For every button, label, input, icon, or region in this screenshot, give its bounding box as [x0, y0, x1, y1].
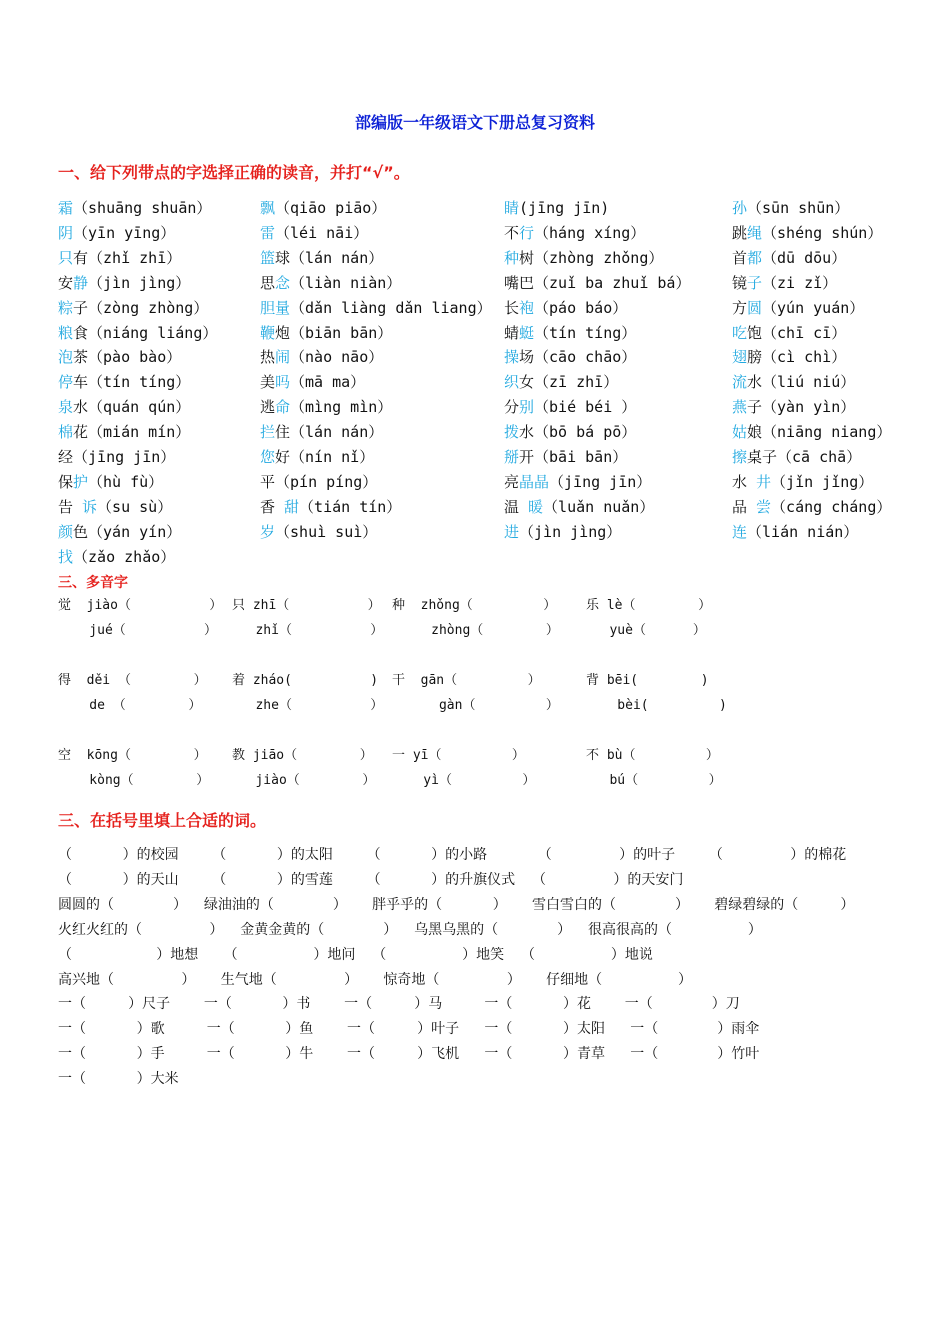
dotted-character: 绳 — [747, 223, 763, 242]
pinyin-item — [504, 347, 636, 367]
polyphone-entry: de （ ） — [58, 698, 202, 713]
pinyin-options: （zhǐ zhī） — [88, 248, 182, 267]
word-text: 车 — [73, 373, 89, 392]
page-title: 部编版一年级语文下册总复习资料 — [354, 113, 595, 132]
word-text: 蜻 — [504, 323, 520, 342]
pinyin-item — [58, 323, 217, 343]
pinyin-options: （tín tíng） — [88, 373, 191, 392]
pinyin-item — [504, 273, 690, 293]
dotted-character: 行 — [519, 223, 535, 242]
dotted-character: 雷 — [260, 223, 276, 242]
pinyin-options: （bié béi ） — [534, 398, 637, 417]
pinyin-item — [504, 472, 651, 492]
pinyin-options: （chī cī） — [762, 323, 847, 342]
polyphone-entry: bú（ ） — [586, 773, 722, 788]
dotted-character: 子 — [747, 273, 763, 292]
polyphone-entry: yì（ ） — [392, 773, 536, 788]
word-text: 告 — [58, 497, 83, 516]
dotted-character: 流 — [732, 373, 748, 392]
word-text: 饱 — [747, 323, 763, 342]
fill-blank-line: 高兴地（ ） 生气地（ ） 惊奇地（ ） 仔细地（ ） — [58, 971, 693, 988]
fill-blank-line: 一（ ）歌 一（ ）鱼 一（ ）叶子 一（ ）太阳 一（ ）雨伞 — [58, 1021, 760, 1038]
pinyin-options: （jìn jìng） — [519, 522, 622, 541]
fill-blank-line: （ ）的校园 （ ）的太阳 （ ）的小路 （ ）的叶子 （ ）的棉花 — [58, 847, 847, 863]
pinyin-options: （páo báo） — [534, 298, 628, 317]
word-text: 镜 — [732, 273, 748, 292]
pinyin-item — [260, 198, 386, 218]
pinyin-item — [58, 472, 163, 492]
pinyin-item — [732, 198, 849, 218]
pinyin-options: （sūn shūn） — [747, 199, 850, 217]
pinyin-item — [58, 447, 175, 467]
dotted-character: 命 — [275, 398, 291, 417]
pinyin-item — [58, 273, 190, 293]
polyphone-entry: jué（ ） — [58, 623, 218, 638]
dotted-character: 您 — [260, 448, 276, 466]
pinyin-item — [732, 323, 846, 343]
pinyin-item — [504, 397, 636, 417]
word-text: 炮 — [275, 323, 291, 342]
pinyin-item — [58, 397, 190, 417]
word-text: 子 — [747, 398, 763, 417]
pinyin-item — [732, 248, 846, 268]
polyphone-entry: kòng（ ） — [58, 773, 210, 788]
polyphone-entry: zhòng（ ） — [392, 623, 559, 638]
pinyin-item — [260, 422, 383, 442]
pinyin-options: （niáng liáng） — [88, 323, 218, 342]
fill-blank-line: （ ）地想 （ ）地问 （ ）地笑 （ ）地说 — [58, 946, 653, 963]
pinyin-item — [732, 347, 846, 367]
dotted-character: 诉 — [82, 497, 98, 516]
pinyin-item — [504, 522, 621, 542]
pinyin-options: （luǎn nuǎn） — [543, 497, 655, 516]
word-text: 逃 — [260, 398, 276, 417]
dotted-character: 拦 — [260, 423, 276, 442]
pinyin-options: （pào bào） — [88, 348, 182, 367]
pinyin-options: （zī zhī） — [534, 373, 619, 392]
pinyin-item — [260, 248, 383, 268]
polyphone-entry: 不 bù（ ） — [586, 748, 719, 763]
dotted-character: 连 — [732, 522, 748, 541]
dotted-character: 岁 — [260, 522, 276, 541]
pinyin-options: （yún yuán） — [762, 298, 865, 317]
polyphone-entry: 空 kōng（ ） — [58, 748, 207, 763]
pinyin-options: （dū dōu） — [762, 248, 847, 267]
section2-heading: 三、多音字 — [58, 575, 128, 591]
pinyin-options: （jìn jìng） — [88, 273, 191, 292]
pinyin-options: （cáng cháng） — [771, 497, 892, 516]
dotted-character: 吗 — [275, 373, 291, 392]
dotted-character: 只 — [58, 248, 74, 267]
word-text: 有 — [73, 248, 89, 267]
word-text: 亮 — [504, 472, 520, 491]
pinyin-item — [504, 447, 627, 467]
pinyin-options: （jǐn jǐng） — [771, 472, 874, 491]
pinyin-options: （yán yín） — [88, 522, 182, 541]
word-text: 色 — [73, 522, 89, 541]
pinyin-item — [732, 447, 861, 467]
pinyin-options: （háng xíng） — [534, 223, 646, 242]
polyphone-entry: 觉 jiào（ ） — [58, 598, 223, 613]
pinyin-item — [504, 323, 636, 343]
pinyin-options: （cā chā） — [777, 448, 862, 466]
pinyin-item — [260, 397, 392, 417]
pinyin-options: （quán qún） — [88, 398, 191, 417]
polyphone-entry: yuè（ ） — [586, 623, 706, 638]
word-text: 水 — [747, 373, 763, 392]
pinyin-item — [58, 372, 190, 392]
word-text: 子 — [73, 298, 89, 317]
pinyin-options: （niāng niang） — [762, 423, 892, 442]
pinyin-item — [732, 223, 882, 243]
pinyin-item — [260, 447, 374, 467]
dotted-character: 阴 — [58, 223, 74, 242]
pinyin-item — [732, 422, 891, 442]
pinyin-options: （lán nán） — [290, 423, 384, 442]
pinyin-item — [260, 347, 383, 367]
pinyin-options: （zuǐ ba zhuǐ bá） — [534, 273, 691, 292]
word-text: 经 — [58, 448, 74, 466]
word-text: 保 — [58, 472, 74, 491]
pinyin-options: （yàn yìn） — [762, 398, 856, 417]
pinyin-options: （zǎo zhǎo） — [73, 547, 176, 566]
word-text: 树 — [519, 248, 535, 267]
pinyin-options: （bāi bān） — [534, 448, 628, 466]
pinyin-options: （jīng jīn） — [73, 448, 176, 466]
word-text: 分 — [504, 398, 520, 417]
pinyin-item — [58, 522, 181, 542]
dotted-character: 井 — [756, 472, 772, 491]
pinyin-item — [260, 522, 377, 542]
pinyin-item — [58, 248, 181, 268]
fill-blank-line: （ ）的天山 （ ）的雪莲 （ ）的升旗仪式 （ ）的天安门 — [58, 871, 684, 888]
pinyin-options: （léi nāi） — [275, 223, 369, 242]
dotted-character: 念 — [275, 273, 291, 292]
polyphone-entry: zhe（ ） — [232, 698, 384, 713]
word-text: 跳 — [732, 223, 748, 242]
dotted-character: 擦 — [732, 448, 748, 466]
dotted-character: 霜 — [58, 199, 74, 217]
pinyin-options: （mìng mìn） — [290, 398, 393, 417]
dotted-character: 都 — [747, 248, 763, 267]
word-text: 茶 — [73, 348, 89, 367]
dotted-character: 鞭 — [260, 323, 276, 342]
dotted-character: 闹 — [275, 348, 291, 367]
dotted-character: 进 — [504, 522, 520, 541]
pinyin-options: （dǎn liàng dǎn liang） — [290, 298, 492, 317]
word-text: 花 — [73, 423, 89, 442]
word-text: 水 — [519, 423, 535, 442]
pinyin-item — [504, 248, 663, 268]
pinyin-item — [732, 273, 837, 293]
section1-heading: 一、给下列带点的字选择正确的读音，并打“√”。 — [58, 163, 410, 182]
pinyin-options: （qiāo piāo） — [275, 199, 387, 217]
word-text: 住 — [275, 423, 291, 442]
pinyin-options: （tín tíng） — [534, 323, 637, 342]
dotted-character: 粽 — [58, 298, 74, 317]
dotted-character: 找 — [58, 547, 74, 566]
fill-blank-line: 火红火红的（ ） 金黄金黄的（ ） 乌黑乌黑的（ ） 很高很高的（ ） — [58, 921, 762, 938]
pinyin-item — [504, 223, 645, 243]
polyphone-entry: 乐 lè（ ） — [586, 598, 712, 613]
pinyin-item — [732, 298, 864, 318]
word-text: 平 — [260, 472, 276, 491]
dotted-character: 飘 — [260, 199, 276, 217]
word-text: 方 — [732, 298, 748, 317]
pinyin-options: （lián nián） — [747, 522, 859, 541]
pinyin-options: （nào nāo） — [290, 348, 384, 367]
pinyin-options: （zi zǐ） — [762, 273, 838, 292]
dotted-character: 护 — [73, 472, 89, 491]
pinyin-item — [58, 223, 175, 243]
pinyin-options: （liú niú） — [762, 373, 856, 392]
polyphone-entry: gàn（ ） — [392, 698, 559, 713]
pinyin-item — [504, 422, 636, 442]
pinyin-options: （bō bá pō） — [534, 423, 637, 442]
pinyin-options: （zòng zhòng） — [88, 298, 209, 317]
pinyin-options: （shéng shún） — [762, 223, 883, 242]
pinyin-item — [732, 497, 891, 517]
dotted-character: 晶晶 — [519, 472, 550, 491]
pinyin-item — [504, 372, 618, 392]
pinyin-options: （yīn yīng） — [73, 223, 176, 242]
word-text: 长 — [504, 298, 520, 317]
dotted-character: 颜 — [58, 522, 74, 541]
pinyin-item — [260, 472, 377, 492]
pinyin-options: (jīng jīn) — [519, 199, 610, 217]
word-text: 水 — [732, 472, 757, 491]
pinyin-item — [504, 198, 609, 218]
polyphone-entry: 干 gān（ ） — [392, 673, 541, 688]
word-text: 食 — [73, 323, 89, 342]
pinyin-item — [732, 397, 855, 417]
dotted-character: 孙 — [732, 199, 748, 217]
pinyin-options: （su sù） — [97, 497, 173, 516]
dotted-character: 粮 — [58, 323, 74, 342]
word-text: 美 — [260, 373, 276, 392]
dotted-character: 停 — [58, 373, 74, 392]
dotted-character: 静 — [73, 273, 89, 292]
dotted-character: 泡 — [58, 348, 74, 367]
pinyin-item — [58, 198, 211, 218]
pinyin-item — [504, 497, 654, 517]
pinyin-options: （tián tín） — [299, 497, 402, 516]
dotted-character: 掰 — [504, 448, 520, 466]
word-text: 球 — [275, 248, 291, 267]
fill-blank-line: 一（ ）尺子 一（ ）书 一（ ）马 一（ ）花 一（ ）刀 — [58, 996, 740, 1013]
pinyin-options: （pín píng） — [275, 472, 378, 491]
dotted-character: 袍 — [519, 298, 535, 317]
pinyin-options: （shuì suì） — [275, 522, 378, 541]
dotted-character: 篮 — [260, 248, 276, 267]
pinyin-item — [58, 422, 190, 442]
pinyin-item — [732, 372, 855, 392]
pinyin-item — [732, 522, 858, 542]
dotted-character: 蜓 — [519, 323, 535, 342]
pinyin-item — [260, 298, 492, 318]
word-text: 不 — [504, 223, 520, 242]
pinyin-options: （mā ma） — [290, 373, 366, 392]
pinyin-options: （liàn niàn） — [290, 273, 402, 292]
word-text: 开 — [519, 448, 535, 466]
dotted-character: 泉 — [58, 398, 74, 417]
pinyin-options: （cì chì） — [762, 348, 847, 367]
dotted-character: 吃 — [732, 323, 748, 342]
word-text: 安 — [58, 273, 74, 292]
word-text: 嘴巴 — [504, 273, 535, 292]
word-text: 思 — [260, 273, 276, 292]
dotted-character: 拨 — [504, 423, 520, 442]
pinyin-item — [732, 472, 873, 492]
dotted-character: 暖 — [528, 497, 544, 516]
pinyin-item — [58, 298, 208, 318]
pinyin-options: （biān bān） — [290, 323, 393, 342]
polyphone-entry: 种 zhǒng（ ） — [392, 598, 557, 613]
word-text: 女 — [519, 373, 535, 392]
dotted-character: 胆量 — [260, 298, 291, 317]
fill-blank-line: 一（ ）大米 — [58, 1071, 179, 1088]
polyphone-entry: 教 jiāo（ ） — [232, 748, 373, 763]
dotted-character: 翅 — [732, 348, 748, 367]
pinyin-item — [260, 323, 392, 343]
fill-blank-line: 一（ ）手 一（ ）牛 一（ ）飞机 一（ ）青草 一（ ）竹叶 — [58, 1046, 760, 1063]
polyphone-entry: bèi( ) — [586, 698, 727, 713]
polyphone-entry: 一 yī（ ） — [392, 748, 525, 763]
word-text: 热 — [260, 348, 276, 367]
pinyin-options: （nín nǐ） — [290, 448, 375, 466]
pinyin-options: （shuāng shuān） — [73, 199, 212, 217]
pinyin-item — [504, 298, 627, 318]
pinyin-item — [260, 223, 368, 243]
word-text: 水 — [73, 398, 89, 417]
word-text: 膀 — [747, 348, 763, 367]
pinyin-item — [58, 497, 172, 517]
polyphone-entry: 着 zháo( ) — [232, 673, 379, 688]
word-text: 首 — [732, 248, 748, 267]
pinyin-item — [260, 273, 401, 293]
word-text: 娘 — [747, 423, 763, 442]
pinyin-options: （zhòng zhǒng） — [534, 248, 664, 267]
polyphone-entry: zhǐ（ ） — [232, 623, 384, 638]
word-text: 香 — [260, 497, 285, 516]
dotted-character: 棉 — [58, 423, 74, 442]
word-text: 品 — [732, 497, 757, 516]
dotted-character: 种 — [504, 248, 520, 267]
dotted-character: 姑 — [732, 423, 748, 442]
dotted-character: 尝 — [756, 497, 772, 516]
pinyin-item — [260, 372, 365, 392]
pinyin-options: （lán nán） — [290, 248, 384, 267]
dotted-character: 圆 — [747, 298, 763, 317]
pinyin-options: （cāo chāo） — [534, 348, 637, 367]
polyphone-entry: 只 zhī（ ） — [232, 598, 381, 613]
polyphone-entry: 得 děi （ ） — [58, 673, 207, 688]
pinyin-item — [58, 547, 175, 567]
polyphone-entry: jiào（ ） — [232, 773, 376, 788]
word-text: 好 — [275, 448, 291, 466]
pinyin-options: （hù fù） — [88, 472, 164, 491]
pinyin-item — [260, 497, 401, 517]
dotted-character: 燕 — [732, 398, 748, 417]
pinyin-options: （jīng jīn） — [549, 472, 652, 491]
word-text: 场 — [519, 348, 535, 367]
word-text: 温 — [504, 497, 529, 516]
pinyin-options: （mián mín） — [88, 423, 191, 442]
dotted-character: 甜 — [284, 497, 300, 516]
polyphone-entry: 背 bēi( ) — [586, 673, 709, 688]
fill-blank-line: 圆圆的（ ） 绿油油的（ ） 胖乎乎的（ ） 雪白雪白的（ ） 碧绿碧绿的（ ） — [58, 896, 855, 913]
dotted-character: 睛 — [504, 199, 520, 217]
pinyin-item — [58, 347, 181, 367]
section3-heading: 三、在括号里填上合适的词。 — [58, 811, 267, 830]
dotted-character: 操 — [504, 348, 520, 367]
word-text: 桌子 — [747, 448, 778, 466]
dotted-character: 织 — [504, 373, 520, 392]
dotted-character: 别 — [519, 398, 535, 417]
